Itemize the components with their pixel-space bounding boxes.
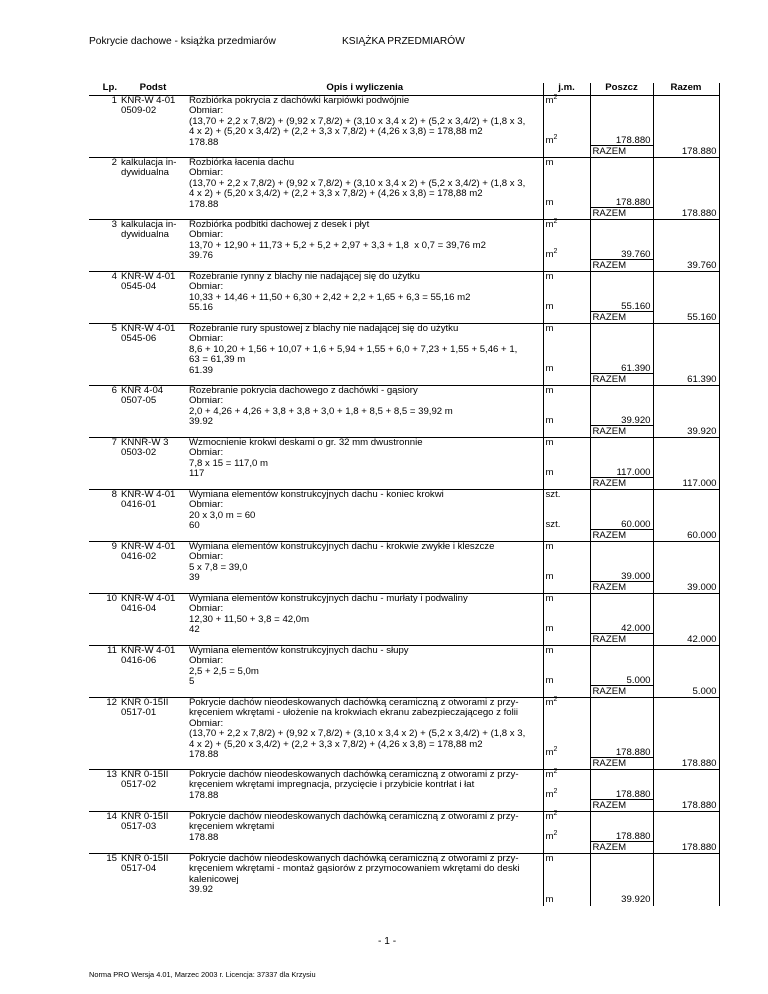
row-razem-label: RAZEM (592, 633, 627, 645)
row-calc: Obmiar: 2,5 + 2,5 = 5,0m 5 (189, 655, 259, 688)
row-razem (653, 96, 719, 158)
row-razem (653, 594, 719, 646)
row-title: Pokrycie dachów nieodeskowanych dachówką ceramiczną z otworami z przy- kręceniem wkrętami - montaż gąsiorów z przymocowaniem wkrętami do deski kalenicowej (189, 853, 520, 885)
row-poszcz-value: 178.880 (615, 830, 651, 842)
row-jm-bottom: m (545, 894, 554, 906)
row-jm-top: m (545, 271, 554, 282)
row-razem-label: RAZEM (592, 311, 627, 323)
table-row (89, 646, 719, 698)
row-poszcz-value: 178.880 (615, 196, 651, 208)
row-podst: KNR-W 4-01 0416-06 (119, 646, 187, 698)
row-title: Rozbiórka podbitki dachowej z desek i płyt (189, 219, 370, 230)
row-razem-label: RAZEM (592, 477, 627, 489)
row-lp: 5 (89, 324, 119, 386)
row-podst: kalkulacja in- dywidualna (119, 158, 187, 220)
row-jm-bottom: m (545, 466, 554, 478)
row-jm-top: $m^2$ (545, 217, 558, 230)
row-razem (653, 490, 719, 542)
row-podst: KNR-W 4-01 0416-02 (119, 542, 187, 594)
col-header-lp: Lp. (89, 83, 119, 96)
row-jm-top: m (545, 853, 554, 864)
table-row (89, 594, 719, 646)
row-razem-value: 178.880 (681, 799, 717, 811)
table-row (89, 386, 719, 438)
row-razem (653, 272, 719, 324)
row-podst: KNR 0-15II 0517-01 (119, 698, 187, 770)
row-jm-bottom: $m^2$ (545, 829, 558, 842)
row-jm-bottom: m (545, 362, 554, 374)
row-poszcz (590, 324, 653, 386)
col-header-poszcz: Poszcz (590, 83, 653, 96)
row-jm-top: m (545, 437, 554, 448)
row-razem (653, 324, 719, 386)
row-lp: 1 (89, 96, 119, 158)
row-title: Pokrycie dachów nieodeskowanych dachówką ceramiczną z otworami z przy- kręceniem wkrętami (189, 811, 519, 833)
row-jm (543, 646, 590, 698)
row-jm-bottom: m (545, 196, 554, 208)
row-jm (543, 217, 590, 272)
table-row (89, 854, 719, 906)
row-poszcz (590, 490, 653, 542)
row-jm-bottom: szt. (545, 518, 561, 530)
row-razem-value: 178.880 (681, 841, 717, 853)
row-jm-top: $m^2$ (545, 767, 558, 780)
row-razem (653, 812, 719, 854)
row-podst: KNR-W 4-01 0509-02 (119, 96, 187, 158)
row-lp: 15 (106, 853, 117, 864)
row-calc: Obmiar: 20 x 3,0 m = 60 60 (189, 499, 256, 532)
row-razem-label: RAZEM (592, 581, 627, 593)
row-razem-label: RAZEM (592, 799, 627, 811)
row-opis (187, 542, 543, 594)
row-jm (543, 93, 590, 158)
row-opis (187, 646, 543, 698)
row-calc: Obmiar: 7,8 x 15 = 117,0 m 117 (189, 447, 269, 480)
row-lp: 2 (89, 158, 119, 220)
table-row (89, 324, 719, 386)
row-jm-bottom: $m^2$ (545, 787, 558, 800)
table-row (89, 438, 719, 490)
row-calc: 178.88 (189, 831, 219, 843)
row-opis (187, 490, 543, 542)
row-title: Wymiana elementów konstrukcyjnych dachu - koniec krokwi (189, 489, 444, 500)
table-row (89, 490, 719, 542)
table-row (89, 542, 719, 594)
row-poszcz-value: 39.920 (621, 894, 651, 906)
row-opis (187, 324, 543, 386)
row-razem-label: RAZEM (592, 207, 627, 219)
row-opis (187, 854, 543, 906)
row-razem (653, 698, 719, 770)
document-title: Pokrycie dachowe - książka przedmiarów (89, 36, 276, 47)
row-jm-top: m (545, 541, 554, 552)
row-razem-value: 60.000 (687, 529, 717, 541)
row-razem-label: RAZEM (592, 841, 627, 853)
row-jm-bottom: m (545, 300, 554, 312)
table-row (89, 812, 719, 854)
row-calc: Obmiar: 8,6 + 10,20 + 1,56 + 10,07 + 1,6 + 5,94 + 1,55 + 6,0 + 7,23 + 1,55 + 5,46 + 1, 63 = 61,39 m 61.39 (189, 333, 518, 376)
row-calc: Obmiar: (13,70 + 2,2 x 7,8/2) + (9,92 x 7,8/2) + (3,10 x 3,4 x 2) + (5,2 x 3,4/2) + (1,8 x 3, 4 x 2) + (5,20 x 3,4/2) + (2,2 + 3,3 x 7,8/2) + (4,26 x 3,8) = 178,88 m2 178.88 (189, 167, 526, 210)
row-podst: KNR 0-15II 0517-04 (121, 853, 169, 875)
row-opis (187, 438, 543, 490)
row-calc: 178.88 (189, 789, 219, 801)
row-opis (187, 220, 543, 272)
row-calc: Obmiar: 13,70 + 12,90 + 11,73 + 5,2 + 5,2 + 2,97 + 3,3 + 1,8 x 0,7 = 39,76 m2 39.76 (189, 229, 486, 262)
row-jm-bottom: m (545, 622, 554, 634)
col-header-podst: Podst (119, 83, 187, 96)
row-poszcz (590, 646, 653, 698)
row-razem-value: 178.880 (681, 207, 717, 219)
row-poszcz-value: 55.160 (621, 300, 651, 312)
row-jm-top: m (545, 593, 554, 604)
row-razem-label: RAZEM (592, 757, 627, 769)
row-lp: 4 (89, 272, 119, 324)
row-razem (653, 854, 719, 906)
row-jm-bottom: m (545, 570, 554, 582)
row-podst: KNR 0-15II 0517-03 (119, 812, 187, 854)
row-poszcz (590, 438, 653, 490)
row-razem-value: 178.880 (681, 757, 717, 769)
row-jm (543, 542, 590, 594)
row-jm-top: m (545, 157, 554, 168)
row-lp: 14 (89, 812, 119, 854)
row-jm (543, 767, 590, 812)
row-poszcz-value: 39.000 (621, 570, 651, 582)
row-poszcz-value: 5.000 (626, 674, 651, 686)
row-jm-top: m (545, 385, 554, 396)
software-footer: Norma PRO Wersja 4.01, Marzec 2003 r. Licencja: 37337 dla Krzysiu (89, 970, 316, 979)
row-title: Rozebranie rynny z blachy nie nadającej się do użytku (189, 271, 420, 282)
row-jm-top: $m^2$ (545, 809, 558, 822)
table-row (89, 770, 719, 812)
row-razem (653, 438, 719, 490)
row-calc: Obmiar: (13,70 + 2,2 x 7,8/2) + (9,92 x 7,8/2) + (3,10 x 3,4 x 2) + (5,2 x 3,4/2) + (1,8 x 3, 4 x 2) + (5,20 x 3,4/2) + (2,2 + 3,3 x 7,8/2) + (4,26 x 3,8) = 178,88 m2 178.88 (189, 105, 526, 148)
row-title: Rozebranie pokrycia dachowego z dachówki - gąsiory (189, 385, 418, 396)
row-title: Wzmocnienie krokwi deskami o gr. 32 mm dwustronnie (189, 437, 423, 448)
row-poszcz-value: 61.390 (621, 362, 651, 374)
row-lp: 10 (89, 594, 119, 646)
table-header-row (89, 83, 719, 96)
row-razem-label: RAZEM (592, 685, 627, 697)
row-title: Wymiana elementów konstrukcyjnych dachu - murłaty i podwaliny (189, 593, 468, 604)
row-razem-value: 42.000 (687, 633, 717, 645)
row-razem (653, 220, 719, 272)
row-jm-bottom: $m^2$ (545, 745, 558, 758)
row-poszcz-value: 39.920 (621, 414, 651, 426)
row-jm (543, 854, 590, 906)
row-title: Rozbiórka pokrycia z dachówki karpiówki podwójnie (189, 95, 410, 106)
row-calc: Obmiar: 2,0 + 4,26 + 4,26 + 3,8 + 3,8 + 3,0 + 1,8 + 8,5 + 8,5 = 39,92 m 39.92 (189, 395, 453, 428)
row-calc: Obmiar: (13,70 + 2,2 x 7,8/2) + (9,92 x 7,8/2) + (3,10 x 3,4 x 2) + (5,2 x 3,4/2) + (1,8 x 3, 4 x 2) + (5,20 x 3,4/2) + (2,2 + 3,3 x 7,8/2) + (4,26 x 3,8) = 178,88 m2 178.88 (189, 717, 526, 761)
row-podst: KNNR-W 3 0503-02 (119, 438, 187, 490)
row-lp: 13 (89, 770, 119, 812)
row-jm (543, 695, 590, 770)
row-poszcz-value: 178.880 (615, 746, 651, 758)
row-poszcz (590, 386, 653, 438)
row-jm (543, 490, 590, 542)
row-opis (187, 698, 543, 770)
row-poszcz (590, 220, 653, 272)
row-razem (653, 646, 719, 698)
bill-of-quantities-table (89, 83, 720, 906)
row-razem-value: 178.880 (681, 145, 717, 157)
row-razem-label: RAZEM (592, 529, 627, 541)
row-title: Rozbiórka łacenia dachu (189, 157, 295, 168)
row-jm-top: m (545, 323, 554, 334)
row-podst: KNR-W 4-01 0416-01 (119, 490, 187, 542)
row-lp: 9 (89, 542, 119, 594)
row-razem (653, 386, 719, 438)
row-opis (187, 386, 543, 438)
col-header-jm: j.m. (543, 83, 590, 96)
row-razem-value: 117.000 (682, 477, 717, 489)
row-razem-value: 39.920 (687, 425, 717, 437)
row-poszcz (590, 698, 653, 770)
row-poszcz-value: 178.880 (615, 788, 651, 800)
row-poszcz (590, 96, 653, 158)
row-calc: Obmiar: 10,33 + 14,46 + 11,50 + 6,30 + 2,42 + 2,2 + 1,65 + 6,3 = 55,16 m2 55.16 (189, 281, 471, 314)
row-title: Pokrycie dachów nieodeskowanych dachówką ceramiczną z otworami z przy- kręceniem wkrętami impregnacja, przycięcie i przybicie kontrłat i łat (189, 769, 519, 791)
row-poszcz-value: 39.760 (621, 248, 651, 260)
col-header-razem: Razem (653, 83, 719, 96)
row-podst: KNR-W 4-01 0545-06 (119, 324, 187, 386)
row-razem (653, 158, 719, 220)
row-jm (543, 594, 590, 646)
row-calc: Obmiar: 12,30 + 11,50 + 3,8 = 42,0m 42 (189, 603, 310, 636)
row-jm-top: $m^2$ (545, 93, 558, 106)
row-razem-label: RAZEM (592, 259, 627, 271)
row-poszcz (590, 542, 653, 594)
row-lp: 12 (89, 698, 119, 770)
row-jm-bottom: m (545, 674, 554, 686)
row-poszcz (590, 158, 653, 220)
row-razem-value: 39.760 (687, 259, 717, 271)
row-lp: 6 (89, 386, 119, 438)
table-row (89, 698, 719, 770)
row-jm-top: m (545, 645, 554, 656)
row-lp: 8 (89, 490, 119, 542)
row-razem-value: 5.000 (692, 685, 717, 697)
row-razem-label: RAZEM (592, 373, 627, 385)
row-podst: KNR 0-15II 0517-02 (119, 770, 187, 812)
row-poszcz-value: 178.880 (615, 134, 651, 146)
row-jm (543, 158, 590, 220)
row-razem-label: RAZEM (592, 425, 627, 437)
table-row (89, 96, 719, 158)
row-calc: Obmiar: 5 x 7,8 = 39,0 39 (189, 551, 248, 584)
row-poszcz-value: 117.000 (616, 466, 651, 478)
row-lp: 3 (89, 220, 119, 272)
row-jm-top: $m^2$ (545, 695, 558, 708)
row-poszcz (590, 770, 653, 812)
col-header-opis: Opis i wyliczenia (187, 83, 543, 96)
row-poszcz-value: 60.000 (621, 518, 651, 530)
row-opis (187, 96, 543, 158)
row-jm (543, 438, 590, 490)
row-razem-value: 39.000 (687, 581, 717, 593)
row-jm-top: szt. (545, 489, 561, 500)
page-heading: KSIĄŻKA PRZEDMIARÓW (342, 36, 465, 47)
row-razem (653, 770, 719, 812)
row-opis (187, 272, 543, 324)
row-poszcz (590, 854, 653, 906)
row-podst: kalkulacja in- dywidualna (119, 220, 187, 272)
row-podst: KNR-W 4-01 0416-04 (119, 594, 187, 646)
table-row (89, 220, 719, 272)
row-opis (187, 812, 543, 854)
table-row (89, 158, 719, 220)
row-opis (187, 594, 543, 646)
row-poszcz-value: 42.000 (621, 622, 651, 634)
row-jm (543, 324, 590, 386)
row-jm-bottom: $m^2$ (545, 133, 558, 146)
row-calc: 39.92 (189, 884, 214, 896)
row-jm (543, 809, 590, 854)
row-opis (187, 158, 543, 220)
row-razem-label: RAZEM (592, 145, 627, 157)
row-podst: KNR 4-04 0507-05 (119, 386, 187, 438)
row-jm (543, 386, 590, 438)
row-title: Pokrycie dachów nieodeskowanych dachówką ceramiczną z otworami z przy- kręceniem wkrętami - ułożenie na krokwiach ekranu zabezpieczającego z folii (189, 697, 519, 719)
row-title: Rozebranie rury spustowej z blachy nie nadającej się do użytku (189, 323, 459, 334)
row-jm-bottom: m (545, 414, 554, 426)
page-number: - 1 - (378, 936, 397, 947)
row-opis (187, 770, 543, 812)
table-row (89, 272, 719, 324)
row-podst: KNR-W 4-01 0545-04 (119, 272, 187, 324)
row-poszcz (590, 812, 653, 854)
row-poszcz (590, 272, 653, 324)
row-jm (543, 272, 590, 324)
row-title: Wymiana elementów konstrukcyjnych dachu - słupy (189, 645, 409, 656)
row-razem (653, 542, 719, 594)
row-jm-bottom: $m^2$ (545, 247, 558, 260)
row-razem-value: 61.390 (687, 373, 717, 385)
row-poszcz (590, 594, 653, 646)
row-razem-value: 55.160 (687, 311, 717, 323)
row-lp: 7 (89, 438, 119, 490)
row-title: Wymiana elementów konstrukcyjnych dachu - krokwie zwykłe i kleszcze (189, 541, 495, 552)
row-lp: 11 (89, 646, 119, 698)
